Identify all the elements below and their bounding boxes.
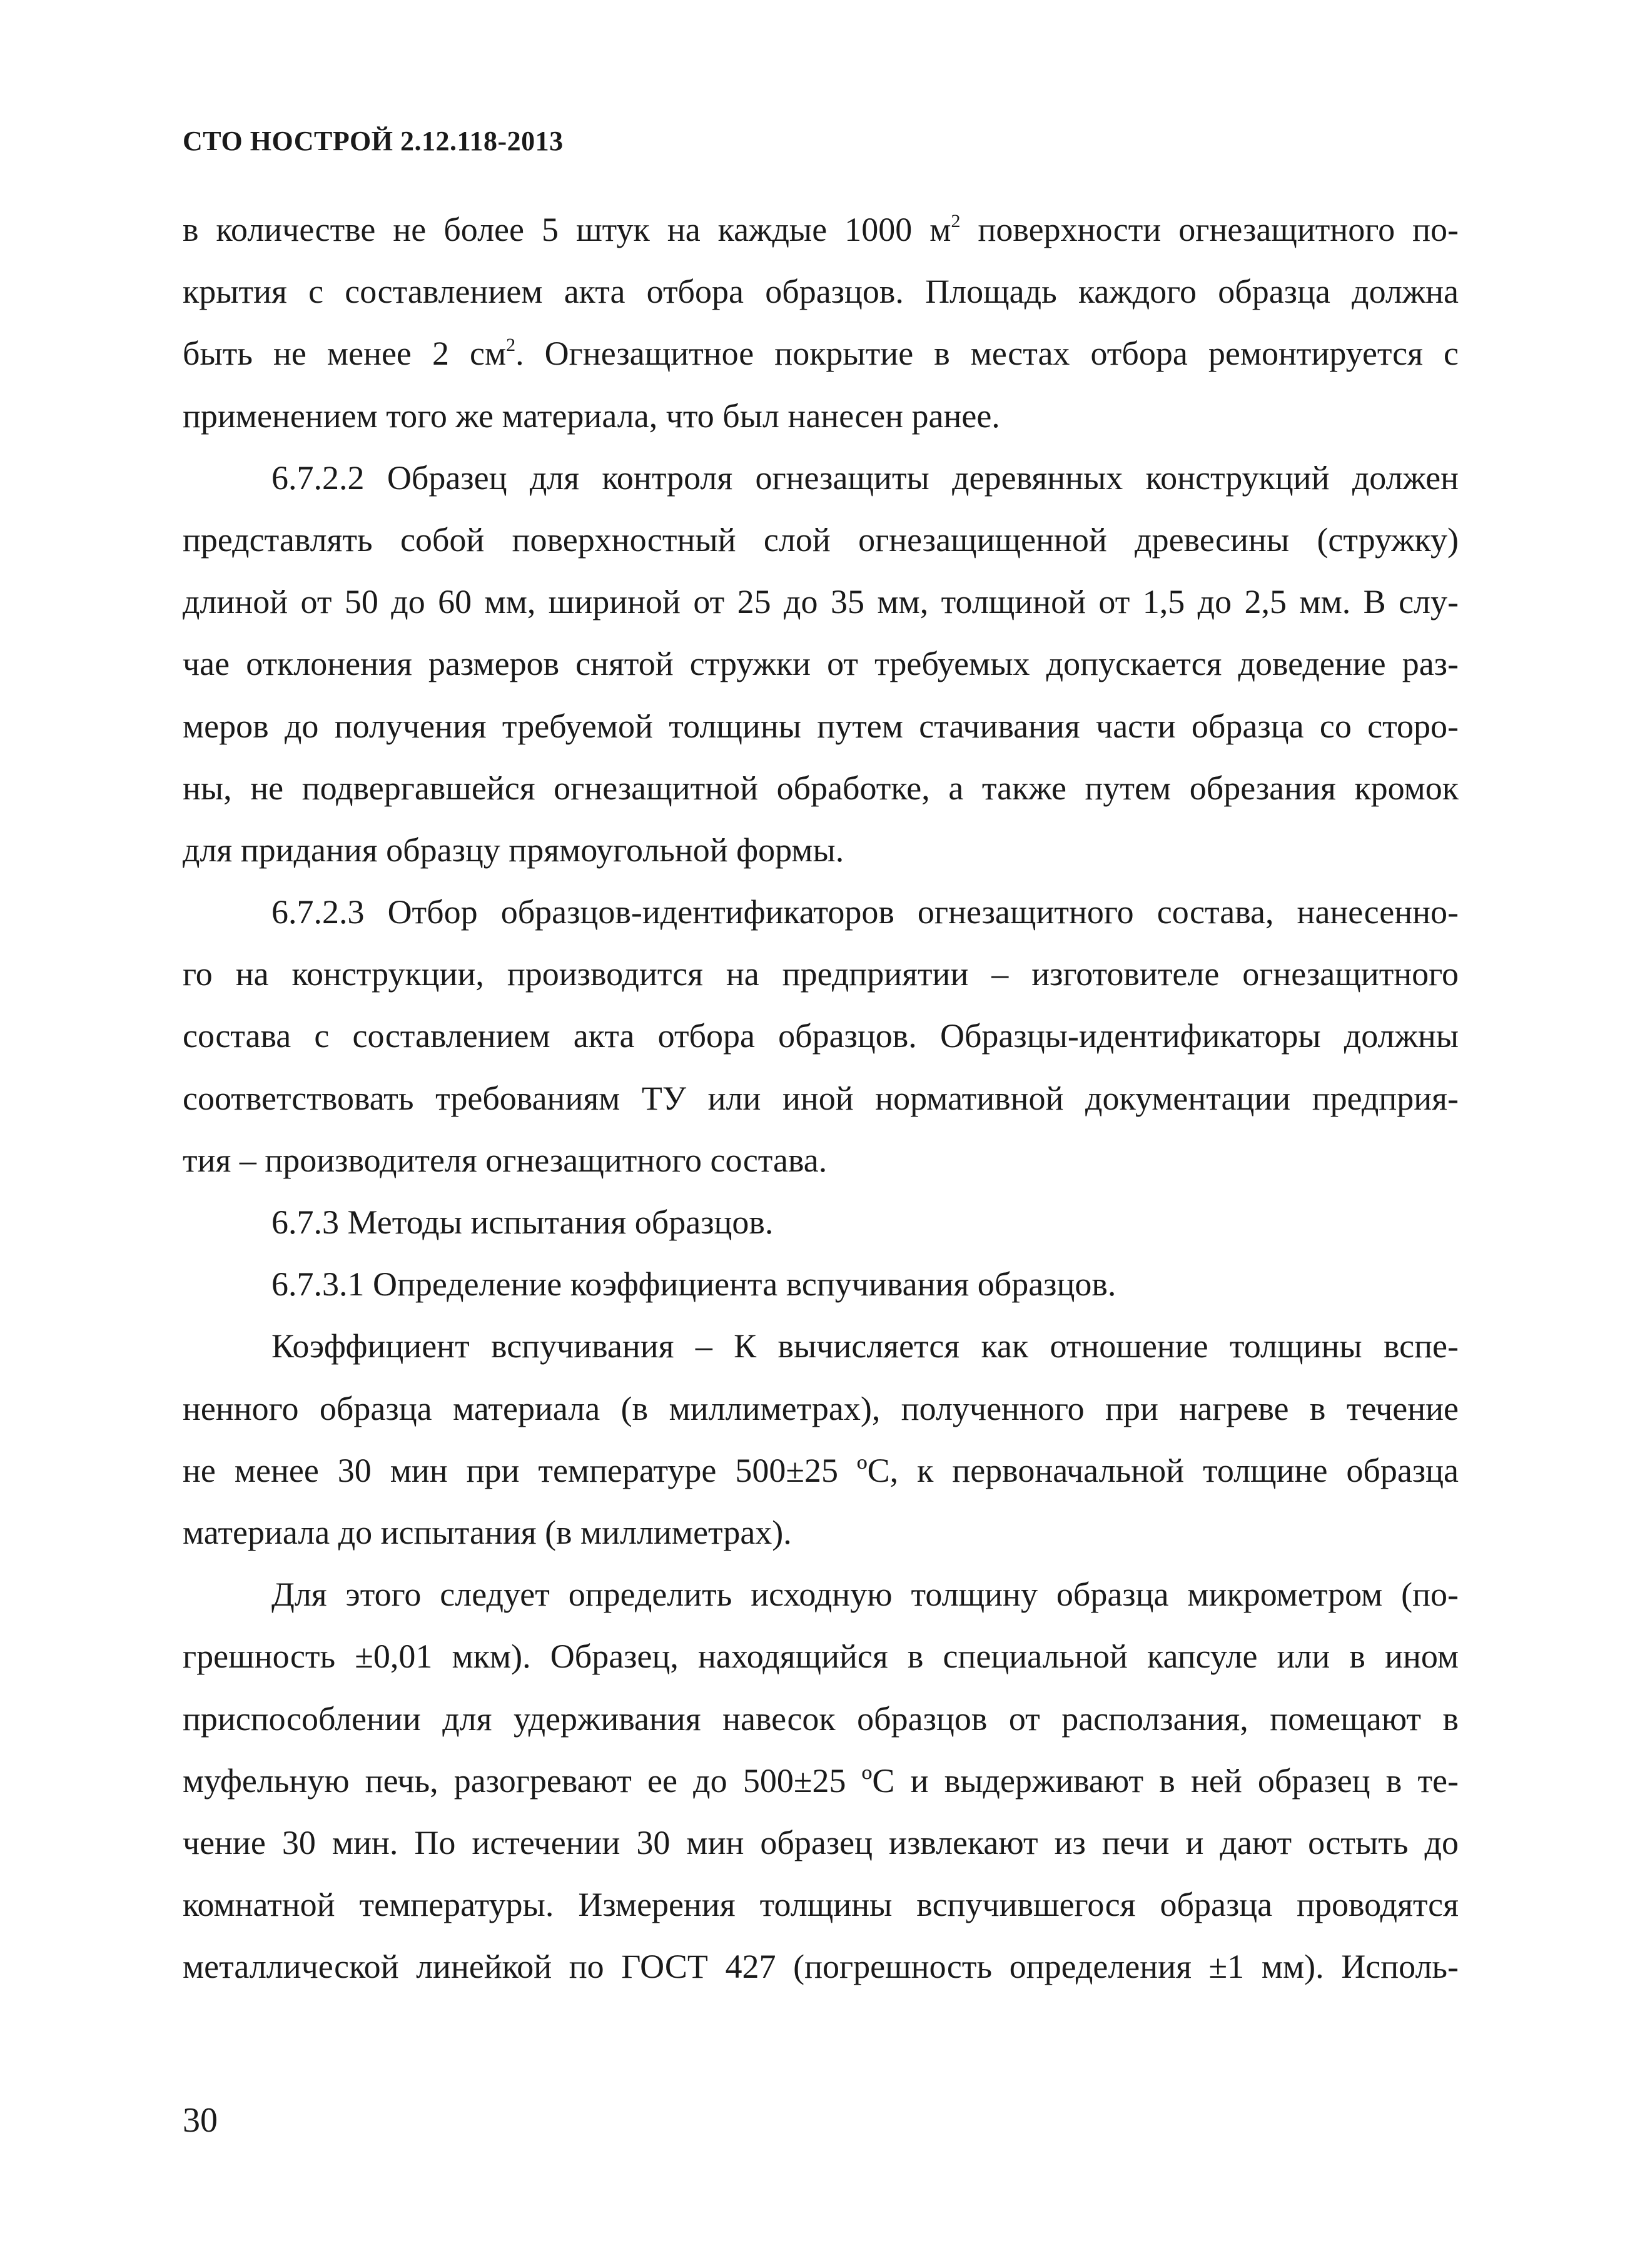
text-line bbox=[183, 1005, 1459, 1067]
text-line bbox=[183, 323, 1459, 385]
text-line-content: приспособлении для удерживания навесок образцов от расползания, помещают в bbox=[183, 1699, 1459, 1738]
text-line-content: . Огнезащитное покрытие в местах отбора ремонтируется с bbox=[515, 335, 1459, 373]
text-line bbox=[183, 757, 1459, 819]
text-line bbox=[183, 1564, 1459, 1626]
text-line-content: состава с составлением акта отбора образцов. Образцы-идентификаторы должны bbox=[183, 1017, 1459, 1055]
text-line bbox=[183, 261, 1459, 323]
text-line-content: го на конструкции, производится на предприятии – изготовителе огнезащитного bbox=[183, 955, 1459, 993]
text-line-content: в количестве не более 5 штук на каждые 1000 м bbox=[183, 211, 951, 248]
text-line bbox=[183, 1688, 1459, 1750]
text-line-content: грешность ±0,01 мкм). Образец, находящийся в специальной капсуле или в ином bbox=[183, 1638, 1459, 1676]
text-line-content: металлической линейкой по ГОСТ 427 (погрешность определения ±1 мм). Исполь- bbox=[183, 1948, 1459, 1986]
text-line bbox=[183, 1936, 1459, 1998]
text-line-content: ненного образца материала (в миллиметрах), полученного при нагреве в течение bbox=[183, 1389, 1459, 1427]
text-line-content: представлять собой поверхностный слой огнезащищенной древесины (стружку) bbox=[183, 520, 1459, 559]
text-line bbox=[183, 1378, 1459, 1440]
text-line bbox=[183, 571, 1459, 633]
text-line bbox=[183, 1440, 1459, 1502]
text-line bbox=[183, 385, 1459, 447]
text-line bbox=[183, 881, 1459, 943]
text-line-content: поверхности огнезащитного по- bbox=[960, 211, 1459, 248]
text-line bbox=[183, 633, 1459, 695]
text-line bbox=[183, 509, 1459, 571]
text-line bbox=[183, 819, 1459, 881]
text-line bbox=[183, 1750, 1459, 1812]
text-line bbox=[183, 1626, 1459, 1688]
document-header: СТО НОСТРОЙ 2.12.118-2013 bbox=[183, 126, 564, 156]
text-line-content: комнатной температуры. Измерения толщины вспучившегося образца проводятся bbox=[183, 1886, 1459, 1924]
text-line-content: чение 30 мин. По истечении 30 мин образец извлекают из печи и дают остыть до bbox=[183, 1823, 1459, 1861]
superscript: 2 bbox=[951, 211, 961, 231]
text-line-content: для придания образцу прямоугольной формы. bbox=[183, 831, 844, 869]
text-line-content: длиной от 50 до 60 мм, шириной от 25 до 35 мм, толщиной от 1,5 до 2,5 мм. В слу- bbox=[183, 583, 1459, 621]
text-line bbox=[183, 447, 1459, 509]
text-line-content: соответствовать требованиям ТУ или иной нормативной документации предприя- bbox=[183, 1079, 1459, 1117]
superscript: 2 bbox=[506, 335, 516, 356]
text-line-content: применением того же материала, что был нанесен ранее. bbox=[183, 397, 1000, 435]
text-line-content: 6.7.2.2 Образец для контроля огнезащиты деревянных конструкций должен bbox=[271, 458, 1459, 497]
text-line bbox=[183, 1812, 1459, 1874]
text-line bbox=[183, 1192, 1459, 1253]
text-line bbox=[183, 1068, 1459, 1130]
text-line bbox=[183, 1502, 1459, 1564]
text-line-content: крытия с составлением акта отбора образцов. Площадь каждого образца должна bbox=[183, 273, 1459, 311]
text-line-content: 6.7.2.3 Отбор образцов-идентификаторов огнезащитного состава, нанесенно- bbox=[271, 893, 1459, 931]
text-line-content: меров до получения требуемой толщины путем стачивания части образца со сторо- bbox=[183, 707, 1459, 745]
text-line-content: 6.7.3.1 Определение коэффициента вспучивания образцов. bbox=[271, 1265, 1116, 1304]
text-line bbox=[183, 1315, 1459, 1377]
document-body bbox=[183, 199, 1459, 1998]
text-line bbox=[183, 199, 1459, 261]
text-line-content: муфельную печь, разогревают ее до 500±25 ºС и выдерживают в ней образец в те- bbox=[183, 1761, 1459, 1800]
text-line-content: тия – производителя огнезащитного состава. bbox=[183, 1141, 828, 1179]
text-line-content: быть не менее 2 см bbox=[183, 335, 507, 373]
text-line-content: 6.7.3 Методы испытания образцов. bbox=[271, 1203, 774, 1241]
text-line-content: материала до испытания (в миллиметрах). bbox=[183, 1513, 792, 1551]
text-line bbox=[183, 1874, 1459, 1936]
text-line bbox=[183, 1130, 1459, 1192]
text-line bbox=[183, 1253, 1459, 1315]
text-line bbox=[183, 943, 1459, 1005]
text-line-content: не менее 30 мин при температуре 500±25 ºС, к первоначальной толщине образца bbox=[183, 1451, 1459, 1489]
text-line-content: Для этого следует определить исходную толщину образца микрометром (по- bbox=[271, 1576, 1459, 1614]
text-line bbox=[183, 696, 1459, 757]
page-number: 30 bbox=[183, 2101, 218, 2140]
text-line-content: ны, не подвергавшейся огнезащитной обработке, а также путем обрезания кромок bbox=[183, 769, 1459, 807]
text-line-content: чае отклонения размеров снятой стружки от требуемых допускается доведение раз- bbox=[183, 645, 1459, 683]
text-line-content: Коэффициент вспучивания – К вычисляется как отношение толщины вспе- bbox=[271, 1327, 1459, 1365]
